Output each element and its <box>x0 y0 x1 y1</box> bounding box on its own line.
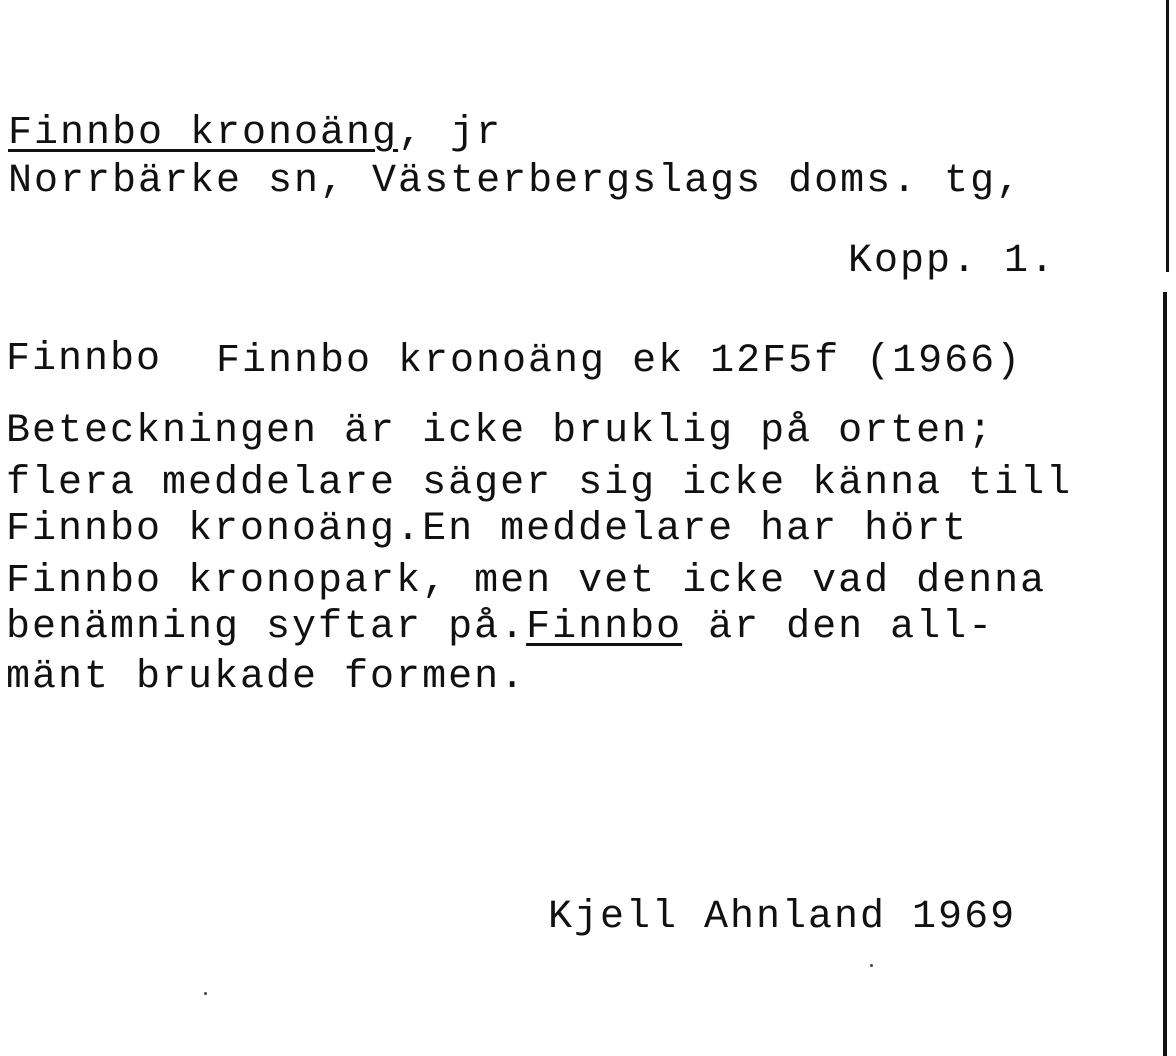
map-reference: Kopp. 1. <box>848 239 1057 284</box>
body-line-5-underlined: Finnbo <box>526 605 683 650</box>
card-right-edge-lower <box>1163 292 1167 1056</box>
parish-line: Norrbärke sn, Västerbergslags doms. tg, <box>8 159 1023 204</box>
body-line-3-part-a: Finnbo kronoäng. <box>6 507 423 552</box>
place-name: Finnbo kronoäng <box>8 111 399 156</box>
body-line-5 <box>6 606 994 650</box>
body-line-3-part-b: En meddelare har hört <box>422 507 969 552</box>
body-line-1: Beteckningen är icke bruklig på orten; <box>6 409 995 454</box>
header-title-line <box>8 112 502 156</box>
paper-speck <box>870 964 873 967</box>
body-line-4: Finnbo kronopark, men vet icke vad denna <box>6 559 1047 604</box>
signature: Kjell Ahnland 1969 <box>548 895 1017 940</box>
place-suffix: , jr <box>398 111 503 156</box>
card-right-edge-upper <box>1166 0 1169 272</box>
body-line-2: flera meddelare säger sig icke känna till <box>6 461 1073 506</box>
entry-form: Finnbo <box>6 337 163 382</box>
body-line-3 <box>6 508 968 552</box>
body-line-5-part-c: är den all- <box>682 605 995 650</box>
paper-speck <box>204 992 207 995</box>
body-line-6: mänt brukade formen. <box>6 655 527 700</box>
body-line-5-part-a: benämning syftar på. <box>6 605 527 650</box>
entry-source: Finnbo kronoäng ek 12F5f (1966) <box>216 339 1023 384</box>
